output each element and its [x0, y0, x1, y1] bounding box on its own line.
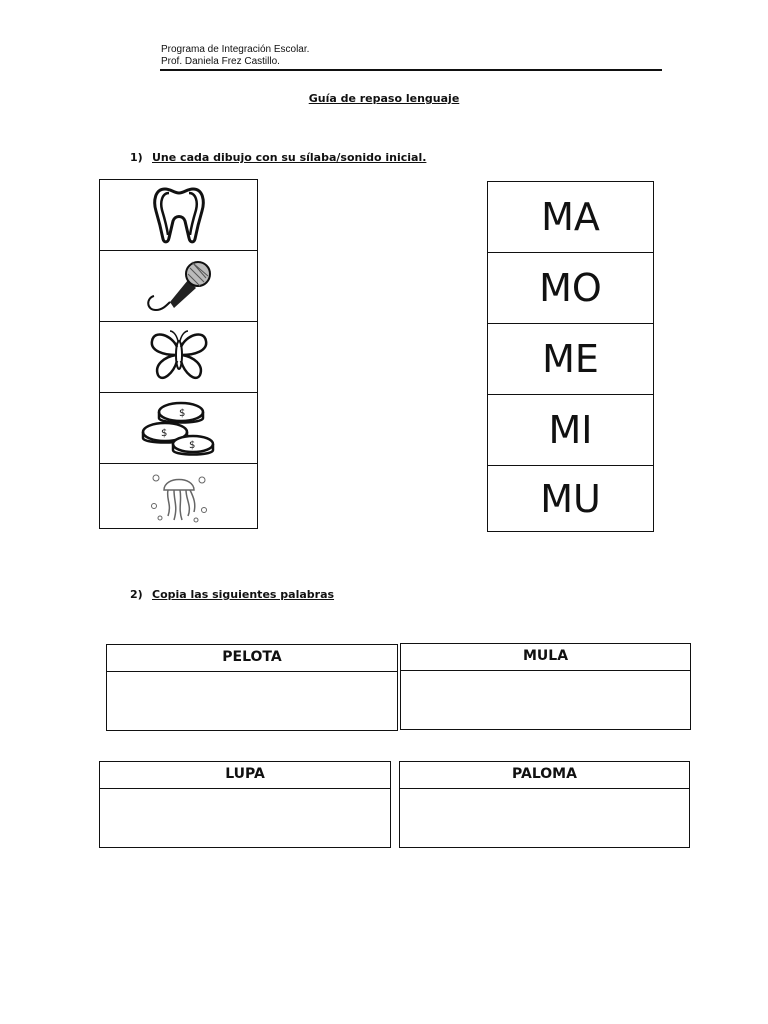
word-box-mula	[400, 643, 691, 730]
picture-column	[99, 179, 258, 529]
tooth-icon	[151, 185, 207, 245]
word-label: PALOMA	[400, 762, 689, 789]
copy-area[interactable]	[107, 672, 397, 730]
question-2-number: 2)	[130, 588, 143, 601]
syllable-cell: MU	[540, 476, 601, 521]
document-header	[161, 44, 309, 68]
copy-area[interactable]	[401, 671, 690, 729]
copy-area[interactable]	[400, 789, 689, 847]
word-box-pelota	[106, 644, 398, 731]
picture-cell-coins	[100, 393, 257, 464]
question-2-text: Copia las siguientes palabras	[152, 588, 335, 601]
syllable-cell: MA	[488, 182, 653, 253]
word-box-lupa	[99, 761, 391, 848]
coins-icon	[141, 396, 217, 460]
question-2	[130, 588, 334, 601]
svg-text:$: $	[178, 408, 185, 419]
word-label: MULA	[401, 644, 690, 671]
question-1-number: 1)	[130, 151, 143, 164]
header-teacher: Prof. Daniela Frez Castillo.	[161, 56, 280, 67]
microphone-icon	[144, 256, 214, 316]
syllable-cell: ME	[488, 324, 653, 395]
word-label: PELOTA	[107, 645, 397, 672]
header-program: Programa de Integración Escolar.	[161, 44, 310, 55]
picture-cell-jellyfish	[100, 464, 257, 528]
header-divider	[160, 69, 662, 71]
syllable-cell: MO	[488, 253, 653, 324]
picture-cell-butterfly	[100, 322, 257, 393]
picture-cell-tooth	[100, 180, 257, 251]
svg-text:$: $	[188, 440, 195, 451]
word-box-paloma	[399, 761, 690, 848]
copy-area[interactable]	[100, 789, 390, 847]
jellyfish-icon	[144, 466, 214, 526]
butterfly-icon	[144, 325, 214, 389]
page-title: Guía de repaso lenguaje	[308, 92, 460, 105]
question-1-text: Une cada dibujo con su sílaba/sonido inicial.	[152, 151, 427, 164]
word-label: LUPA	[100, 762, 390, 789]
picture-cell-microphone	[100, 251, 257, 322]
svg-text:$: $	[160, 428, 167, 439]
question-1	[130, 151, 426, 164]
syllable-cell: MI	[488, 395, 653, 466]
syllable-column	[487, 181, 654, 532]
